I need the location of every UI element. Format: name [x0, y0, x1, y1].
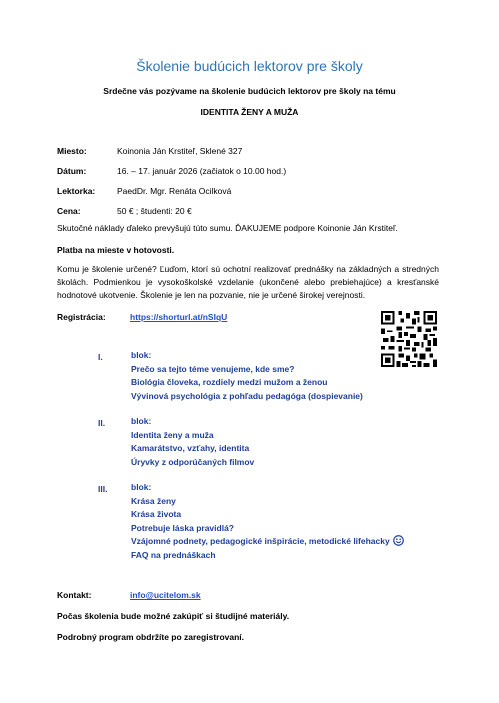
block-item: FAQ na prednáškach — [131, 549, 216, 560]
payment-note: Platba na mieste v hotovosti. — [57, 245, 175, 255]
detail-label: Lektorka: — [57, 186, 96, 196]
block-item: Krása ženy — [131, 495, 176, 506]
qr-code-icon — [381, 311, 437, 367]
smiley-icon — [393, 535, 404, 546]
block-list — [131, 349, 363, 403]
footer-note: Počas školenia bude možné zakúpiť si študijné materiály. — [57, 611, 290, 621]
block-list — [131, 415, 254, 469]
block-item: Prečo sa tejto téme venujeme, kde sme? — [131, 363, 295, 374]
topic-heading: IDENTITA ŽENY A MUŽA — [200, 107, 299, 117]
block-item — [131, 535, 404, 549]
block-item-text: Vzájomné podnety, pedagogické inšpirácie, metodické lifehacky — [131, 536, 390, 546]
block-item: blok: — [131, 416, 152, 426]
detail-value: 16. – 17. január 2026 (začiatok o 10.00 hod.) — [117, 166, 287, 176]
detail-value: 50 € ; študenti: 20 € — [117, 206, 192, 216]
block-item: Krása života — [131, 509, 182, 519]
page-title: Školenie budúcich lektorov pre školy — [136, 58, 363, 74]
block-item: Kamarátstvo, vzťahy, identita — [131, 443, 250, 453]
block-number: II. — [98, 418, 106, 428]
block-item: blok: — [131, 350, 152, 360]
contact-email-link[interactable]: info@ucitelom.sk — [130, 590, 201, 600]
audience-paragraph: Komu je školenie určené? Ľuďom, ktorí sú ochotní realizovať prednášky na základných a stredných školách. Podmienkou je vysokoškolské vzdelanie (ukončené alebo prebiehajúce) a kresťanské hodnotové ukotvenie. Školenie je len na pozvanie, nie je určené širokej verejnosti. — [57, 264, 439, 300]
block-list — [131, 481, 404, 562]
block-number: III. — [98, 484, 108, 494]
registration-label: Registrácia: — [57, 312, 106, 322]
block-item: Úryvky z odporúčaných filmov — [131, 456, 255, 467]
contact-label: Kontakt: — [57, 590, 92, 600]
block-item: Vývinová psychológia z pohľadu pedagóga (dospievanie) — [131, 390, 363, 401]
block-item: Potrebuje láska pravidlá? — [131, 522, 234, 533]
detail-label: Miesto: — [57, 146, 87, 156]
detail-label: Dátum: — [57, 166, 87, 176]
footer-note: Podrobný program obdržíte po zaregistrovaní. — [57, 632, 245, 642]
block-item: Biológia človeka, rozdiely medzi mužom a ženou — [131, 377, 328, 387]
block-number: I. — [98, 352, 103, 362]
block-item: Identita ženy a muža — [131, 429, 214, 440]
detail-label: Cena: — [57, 206, 81, 216]
detail-value: Koinonia Ján Krstiteľ, Sklené 327 — [117, 146, 243, 156]
block-item: blok: — [131, 482, 152, 492]
detail-value: PaedDr. Mgr. Renáta Ocilková — [117, 186, 232, 196]
costs-note: Skutočné náklady ďaleko prevyšujú túto sumu. ĎAKUJEME podpore Koinonie Ján Krstiteľ. — [57, 223, 398, 233]
invitation-text: Srdečne vás pozývame na školenie budúcich lektorov pre školy na tému — [103, 86, 396, 96]
registration-link[interactable]: https://shorturl.at/nSIqU — [130, 312, 228, 322]
